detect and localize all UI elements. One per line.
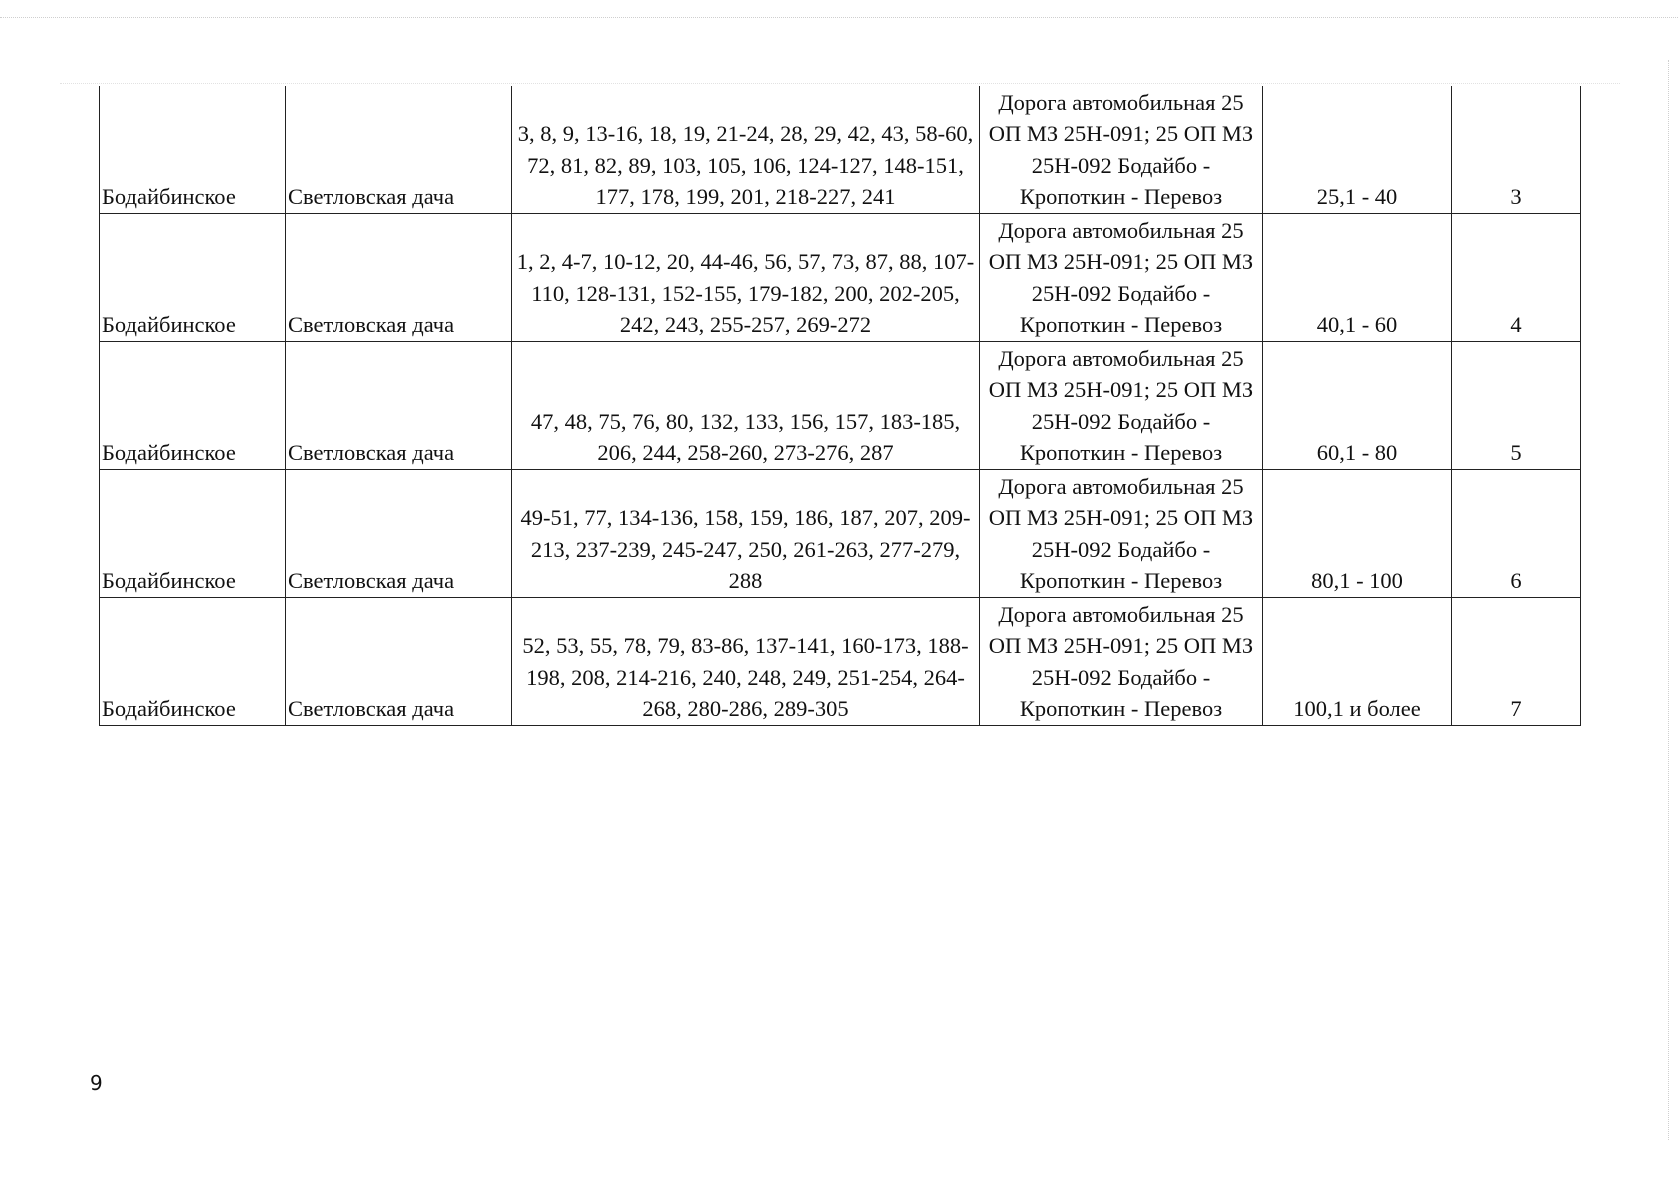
zone-cell: 4 [1452,213,1581,341]
road-cell: Дорога автомобильная 25 ОП МЗ 25Н-091; 25 ОП МЗ 25Н-092 Бодайбо - Кропоткин - Перевоз [980,341,1263,469]
road-cell: Дорога автомобильная 25 ОП МЗ 25Н-091; 25 ОП МЗ 25Н-092 Бодайбо - Кропоткин - Перевоз [980,213,1263,341]
distance-cell: 25,1 - 40 [1263,86,1452,213]
district-cell: Бодайбинское [100,213,286,341]
zone-cell: 6 [1452,469,1581,597]
road-cell: Дорога автомобильная 25 ОП МЗ 25Н-091; 25 ОП МЗ 25Н-092 Бодайбо - Кропоткин - Перевоз [980,469,1263,597]
distance-cell: 100,1 и более [1263,597,1452,725]
page-number: 9 [90,1071,103,1095]
road-cell: Дорога автомобильная 25 ОП МЗ 25Н-091; 25 ОП МЗ 25Н-092 Бодайбо - Кропоткин - Перевоз [980,86,1263,213]
scan-artifact-line [1668,60,1669,1140]
kvartaly-cell: 49-51, 77, 134-136, 158, 159, 186, 187, 207, 209-213, 237-239, 245-247, 250, 261-263, 277-279, 288 [512,469,980,597]
distance-cell: 80,1 - 100 [1263,469,1452,597]
kvartaly-cell: 47, 48, 75, 76, 80, 132, 133, 156, 157, 183-185, 206, 244, 258-260, 273-276, 287 [512,341,980,469]
dacha-cell: Светловская дача [286,469,512,597]
scan-artifact-line [0,17,1678,18]
table-row [100,341,1581,469]
table-row [100,469,1581,597]
district-cell: Бодайбинское [100,597,286,725]
zone-cell: 5 [1452,341,1581,469]
district-cell: Бодайбинское [100,86,286,213]
dacha-cell: Светловская дача [286,213,512,341]
district-cell: Бодайбинское [100,341,286,469]
dacha-cell: Светловская дача [286,341,512,469]
kvartaly-cell: 52, 53, 55, 78, 79, 83-86, 137-141, 160-173, 188-198, 208, 214-216, 240, 248, 249, 251-254, 264-268, 280-286, 289-305 [512,597,980,725]
road-cell: Дорога автомобильная 25 ОП МЗ 25Н-091; 25 ОП МЗ 25Н-092 Бодайбо - Кропоткин - Перевоз [980,597,1263,725]
district-cell: Бодайбинское [100,469,286,597]
table-row [100,597,1581,725]
dacha-cell: Светловская дача [286,597,512,725]
kvartaly-cell: 3, 8, 9, 13-16, 18, 19, 21-24, 28, 29, 42, 43, 58-60, 72, 81, 82, 89, 103, 105, 106, 124-127, 148-151, 177, 178, 199, 201, 218-227, 241 [512,86,980,213]
zone-cell: 7 [1452,597,1581,725]
table-row [100,213,1581,341]
zone-cell: 3 [1452,86,1581,213]
distance-cell: 60,1 - 80 [1263,341,1452,469]
distance-cell: 40,1 - 60 [1263,213,1452,341]
kvartaly-cell: 1, 2, 4-7, 10-12, 20, 44-46, 56, 57, 73, 87, 88, 107-110, 128-131, 152-155, 179-182, 200, 202-205, 242, 243, 255-257, 269-272 [512,213,980,341]
document-table [99,86,1581,726]
dacha-cell: Светловская дача [286,86,512,213]
scan-artifact-line [60,83,1620,84]
table-row [100,86,1581,213]
